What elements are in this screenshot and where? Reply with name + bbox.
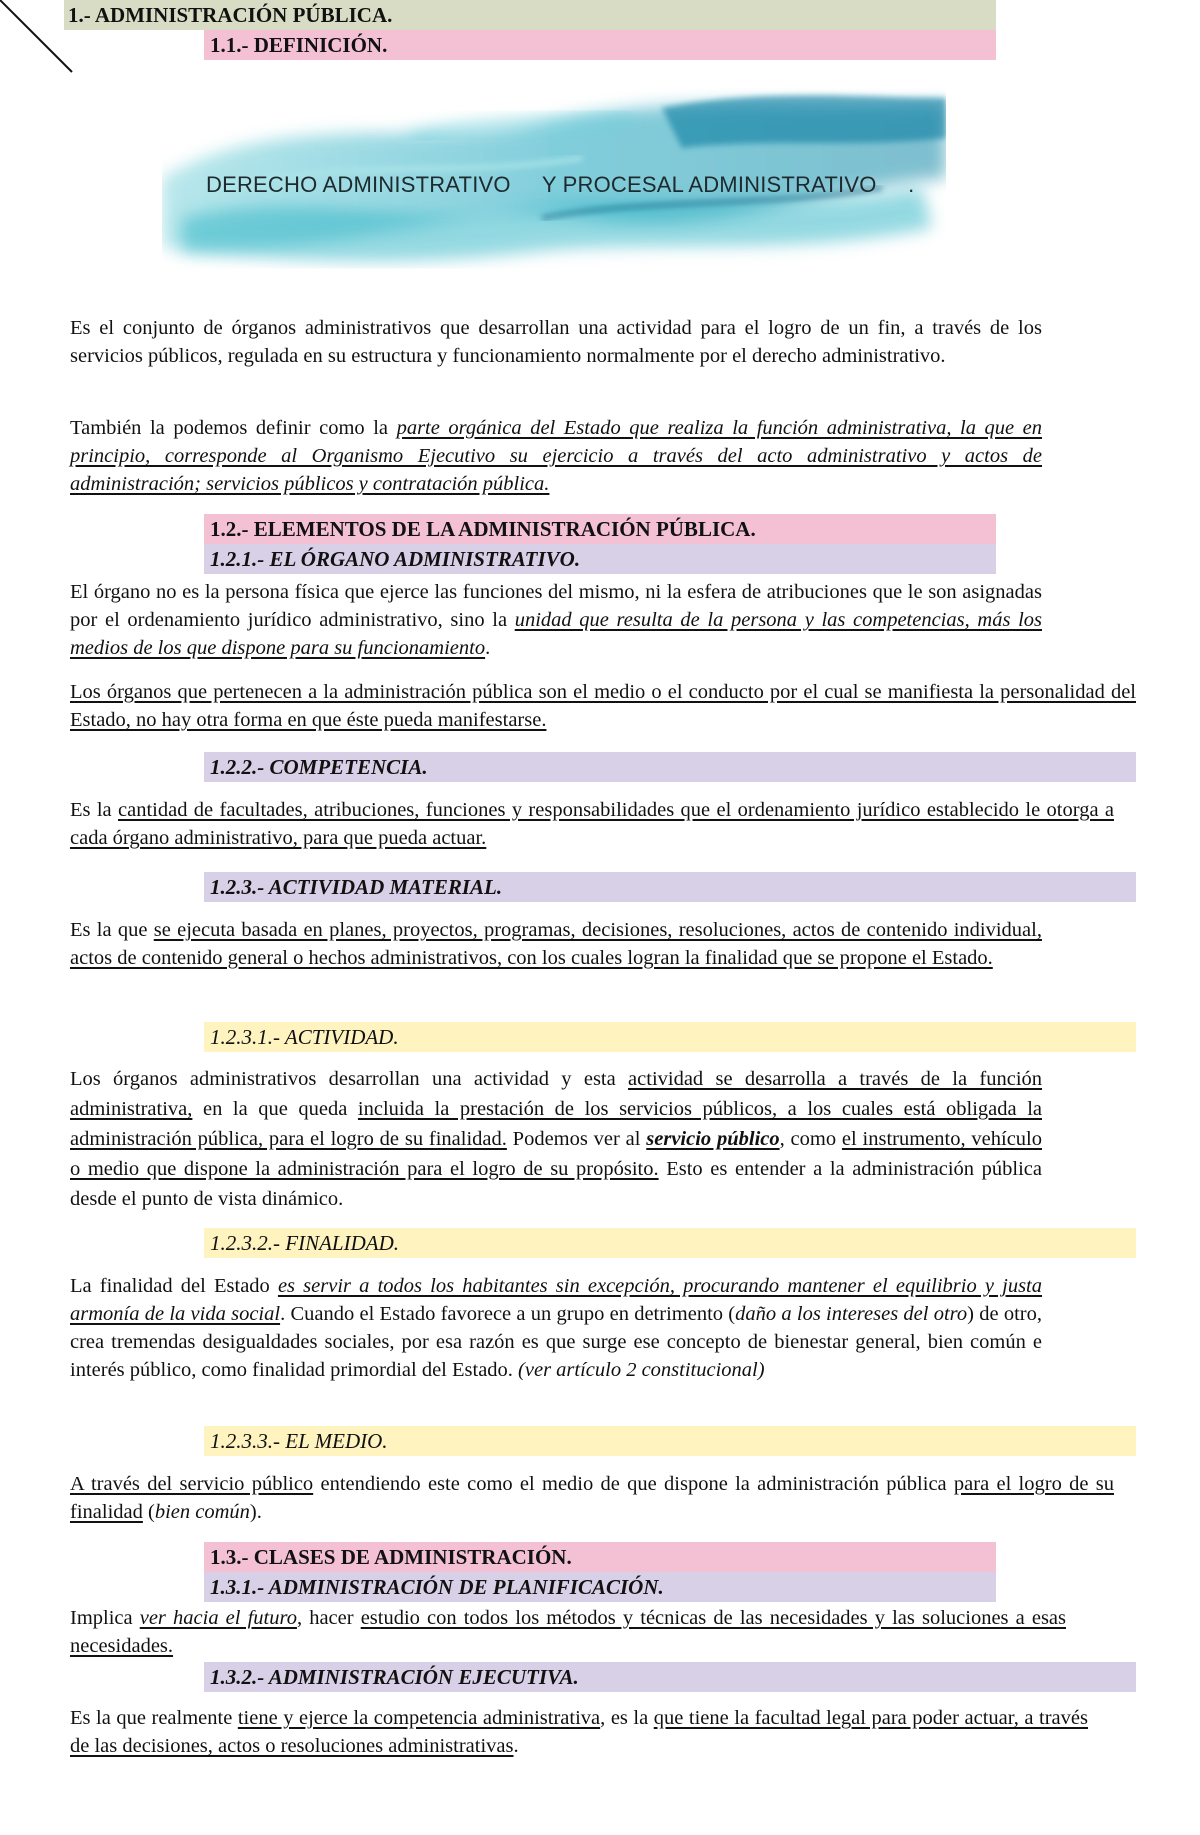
paragraph-organos-personalidad: Los órganos que pertenecen a la administración pública son el medio o el conducto por el cual se manifiesta la personalidad del Estado, no hay otra forma en que éste pueda manifestarse. bbox=[70, 681, 1136, 731]
watercolor-banner bbox=[162, 68, 946, 278]
paragraph-el-medio: A través del servicio público entendiendo este como el medio de que dispone la administración pública para el logro de su finalidad (bien común). bbox=[70, 1473, 1114, 1523]
heading-organo-administrativo: 1.2.1.- EL ÓRGANO ADMINISTRATIVO. bbox=[204, 544, 996, 574]
heading-administracion-publica: 1.- ADMINISTRACIÓN PÚBLICA. bbox=[64, 0, 996, 30]
paragraph-competencia: Es la cantidad de facultades, atribuciones, funciones y responsabilidades que el ordenamiento jurídico establecido le otorga a cada órgano administrativo, para que pueda actuar. bbox=[70, 799, 1114, 849]
heading-administracion-planificacion: 1.3.1.- ADMINISTRACIÓN DE PLANIFICACIÓN. bbox=[204, 1572, 996, 1602]
heading-clases-administracion: 1.3.- CLASES DE ADMINISTRACIÓN. bbox=[204, 1542, 996, 1572]
heading-definicion: 1.1.- DEFINICIÓN. bbox=[204, 30, 996, 60]
heading-actividad: 1.2.3.1.- ACTIVIDAD. bbox=[204, 1022, 1136, 1052]
paragraph-actividad-material: Es la que se ejecuta basada en planes, proyectos, programas, decisiones, resoluciones, actos de contenido individual, actos de contenido general o hechos administrativos, con los cuales logran la finalidad que se propone el Estado. bbox=[70, 919, 1042, 969]
paragraph-finalidad: La finalidad del Estado es servir a todos los habitantes sin excepción, procurando mantener el equilibrio y justa armonía de la vida social. Cuando el Estado favorece a un grupo en detrimento (daño a los intereses del otro) de otro, crea tremendas desigualdades sociales, por esa razón es que surge ese concepto de bienestar general, bien común e interés público, como finalidad primordial del Estado. (ver artículo 2 constitucional) bbox=[70, 1275, 1042, 1381]
heading-finalidad: 1.2.3.2.- FINALIDAD. bbox=[204, 1228, 1136, 1258]
paragraph-organo: El órgano no es la persona física que ejerce las funciones del mismo, ni la esfera de atribuciones que le son asignadas por el ordenamiento jurídico administrativo, sino la unidad que resulta de la persona y las competencias, más los medios de los que dispone para su funcionamiento. bbox=[70, 581, 1042, 659]
paragraph-ejecutiva: Es la que realmente tiene y ejerce la competencia administrativa, es la que tiene la facultad legal para poder actuar, a través de las decisiones, actos o resoluciones administrativas. bbox=[70, 1707, 1088, 1757]
paragraph-actividad: Los órganos administrativos desarrollan una actividad y esta actividad se desarrolla a través de la función administrativa, en la que queda incluida la prestación de los servicios públicos, a los cuales está obligada la administración pública, para el logro de su finalidad. Podemos ver al servicio público, como el instrumento, vehículo o medio que dispone la administración para el logro de su propósito. Esto es entender a la administración pública desde el punto de vista dinámico. bbox=[70, 1068, 1043, 1210]
heading-elementos: 1.2.- ELEMENTOS DE LA ADMINISTRACIÓN PÚBLICA. bbox=[204, 514, 996, 544]
heading-administracion-ejecutiva: 1.3.2.- ADMINISTRACIÓN EJECUTIVA. bbox=[204, 1662, 1136, 1692]
paragraph-definicion-2: También la podemos definir como la parte orgánica del Estado que realiza la función administrativa, la que en principio, corresponde al Organismo Ejecutivo su ejercicio a través del acto administrativo y actos de administración; servicios públicos y contratación pública. bbox=[70, 417, 1042, 495]
banner-title: DERECHO ADMINISTRATIVO Y PROCESAL ADMINISTRATIVO . bbox=[206, 172, 915, 197]
heading-competencia: 1.2.2.- COMPETENCIA. bbox=[204, 752, 1136, 782]
heading-el-medio: 1.2.3.3.- EL MEDIO. bbox=[204, 1426, 1136, 1456]
paragraph-planificacion: Implica ver hacia el futuro, hacer estudio con todos los métodos y técnicas de las necesidades y las soluciones a esas necesidades. bbox=[70, 1607, 1067, 1657]
paragraph-definicion: Es el conjunto de órganos administrativos que desarrollan una actividad para el logro de un fin, a través de los servicios públicos, regulada en su estructura y funcionamiento normalmente por el derecho administrativo. bbox=[70, 317, 1042, 367]
heading-actividad-material: 1.2.3.- ACTIVIDAD MATERIAL. bbox=[204, 872, 1136, 902]
